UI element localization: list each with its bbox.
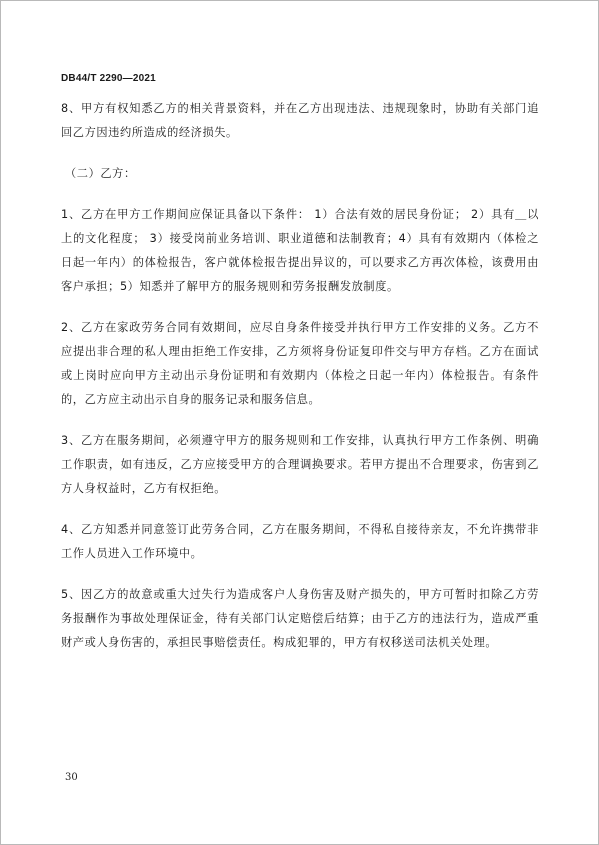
standard-code: DB44/T 2290—2021: [61, 73, 156, 84]
paragraph-clause-b2: 2、乙方在家政劳务合同有效期间，应尽自身条件接受并执行甲方工作安排的义务。乙方不应提出非合理的私人理由拒绝工作安排，乙方须将身份证复印件交与甲方存档。乙方在面试或上岗时应向甲方主动出示身份证明和有效期内（体检之日起一年内）体检报告。有条件的，乙方应主动出示自身的服务记录和服务信息。: [61, 321, 539, 406]
paragraph-clause-b1: 1、乙方在甲方工作期间应保证具备以下条件： 1）合法有效的居民身份证； 2）具有＿以上的文化程度； 3）接受岗前业务培训、职业道德和法制教育；4）具有有效期内（体检之日起一年内）的体检报告，客户就体检报告提出异议的，可以要求乙方再次体检，该费用由客户承担；5）知悉并了解甲方的服务规则和劳务报酬发放制度。: [61, 208, 539, 293]
document-body: [61, 97, 539, 672]
section-heading-party-b: （二）乙方：: [65, 167, 136, 180]
paragraph-clause-b5: 5、因乙方的故意或重大过失行为造成客户人身伤害及财产损失的，甲方可暂时扣除乙方劳务报酬作为事故处理保证金，待有关部门认定赔偿后结算；由于乙方的违法行为，造成严重财产或人身伤害的，承担民事赔偿责任。构成犯罪的，甲方有权移送司法机关处理。: [61, 588, 539, 649]
paragraph-clause-8: 8、甲方有权知悉乙方的相关背景资料，并在乙方出现违法、违规现象时，协助有关部门追回乙方因违约所造成的经济损失。: [61, 102, 539, 139]
paragraph-clause-b3: 3、乙方在服务期间，必须遵守甲方的服务规则和工作安排，认真执行甲方工作条例、明确工作职责，如有违反，乙方应接受甲方的合理调换要求。若甲方提出不合理要求，伤害到乙方人身权益时，乙方有权拒绝。: [61, 434, 539, 495]
page-number: 30: [65, 772, 78, 783]
paragraph-clause-b4: 4、乙方知悉并同意签订此劳务合同，乙方在服务期间，不得私自接待亲友，不允许携带非工作人员进入工作环境中。: [61, 523, 539, 560]
